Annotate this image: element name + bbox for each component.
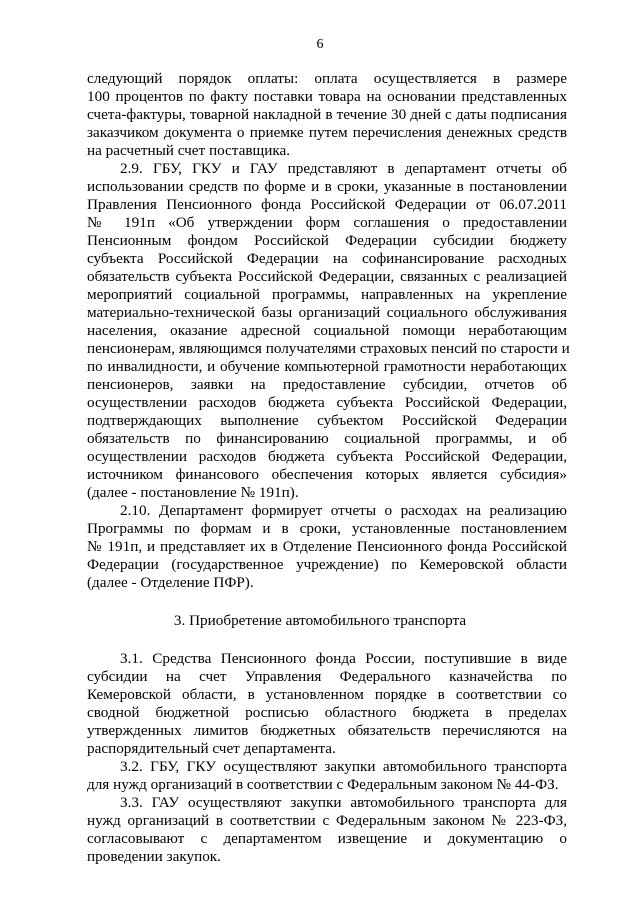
- text-line: пенсионерам, являющимся получателями страховых пенсий по старости и: [87, 340, 570, 357]
- text-line: 100 процентов по факту поставки товара на основании представленных: [87, 88, 567, 105]
- text-line: Правления Пенсионного фонда Российской Федерации от 06.07.2011: [87, 196, 567, 213]
- text-line: 2.10. Департамент формирует отчеты о расходах на реализацию: [120, 502, 567, 519]
- text-line: обязательств по финансированию социальной программы, и об: [87, 430, 567, 447]
- text-line: мероприятий социальной программы, направленных на укрепление: [87, 286, 567, 303]
- text-line: использовании средств по форме и в сроки, указанные в постановлении: [87, 178, 567, 195]
- text-line: № 191п, и представляет их в Отделение Пенсионного фонда Российской: [87, 538, 567, 555]
- text-line: согласовывают с департаментом извещение и документацию о: [87, 830, 567, 847]
- text-line: (далее - Отделение ПФР).: [87, 574, 254, 591]
- text-line: нужд организаций в соответствии с Федеральным законом № 223-ФЗ,: [87, 812, 567, 829]
- text-line: источником финансового обеспечения которых является субсидия»: [87, 466, 567, 483]
- text-line: № 191п «Об утверждении форм соглашения о предоставлении: [87, 214, 567, 231]
- text-line: 2.9. ГБУ, ГКУ и ГАУ представляют в департамент отчеты об: [120, 160, 567, 177]
- text-line: Программы по формам и в сроки, установленные постановлением: [87, 520, 567, 537]
- text-line: (далее - постановление № 191п).: [87, 484, 299, 501]
- text-line: для нужд организаций в соответствии с Федеральным законом № 44-ФЗ.: [87, 776, 559, 793]
- text-line: подтверждающих выполнение субъектом Российской Федерации: [87, 412, 567, 429]
- text-line: пенсионеров, заявки на предоставление субсидии, отчетов об: [87, 376, 567, 393]
- text-line: субсидии на счет Управления Федерального казначейства по: [87, 668, 567, 685]
- section-heading: 3. Приобретение автомобильного транспорта: [173, 612, 467, 629]
- text-line: сводной бюджетной росписью областного бюджета в пределах: [87, 704, 567, 721]
- text-line: по инвалидности, и обучение компьютерной грамотности неработающих: [87, 358, 567, 375]
- text-line: утвержденных лимитов бюджетных обязательств перечисляются на: [87, 722, 567, 739]
- text-line: 3.3. ГАУ осуществляют закупки автомобильного транспорта для: [120, 794, 567, 811]
- text-line: заказчиком документа о приемке путем перечисления денежных средств: [87, 124, 567, 141]
- text-line: счета-фактуры, товарной накладной в течение 30 дней с даты подписания: [87, 106, 567, 123]
- text-line: проведении закупок.: [87, 848, 221, 865]
- text-line: на расчетный счет поставщика.: [87, 142, 291, 159]
- text-line: осуществлении расходов бюджета субъекта Российской Федерации,: [87, 448, 567, 465]
- text-line: 3.1. Средства Пенсионного фонда России, поступившие в виде: [120, 650, 567, 667]
- text-line: Пенсионным фондом Российской Федерации субсидии бюджету: [87, 232, 567, 249]
- text-line: следующий порядок оплаты: оплата осуществляется в размере: [87, 70, 567, 87]
- text-line: распорядительный счет департамента.: [87, 740, 336, 757]
- text-line: осуществлении расходов бюджета субъекта Российской Федерации,: [87, 394, 567, 411]
- text-line: субъекта Российской Федерации на софинансирование расходных: [87, 250, 567, 267]
- text-line: населения, оказание адресной социальной помощи неработающим: [87, 322, 567, 339]
- text-line: обязательств субъекта Российской Федерации, связанных с реализацией: [87, 268, 567, 285]
- text-line: материально-технической базы организаций социального обслуживания: [87, 304, 567, 321]
- page-number: 6: [316, 37, 324, 52]
- text-line: Федерации (государственное учреждение) по Кемеровской области: [87, 556, 567, 573]
- text-line: Кемеровской области, в установленном порядке в соответствии со: [87, 686, 567, 703]
- text-line: 3.2. ГБУ, ГКУ осуществляют закупки автомобильного транспорта: [120, 758, 567, 775]
